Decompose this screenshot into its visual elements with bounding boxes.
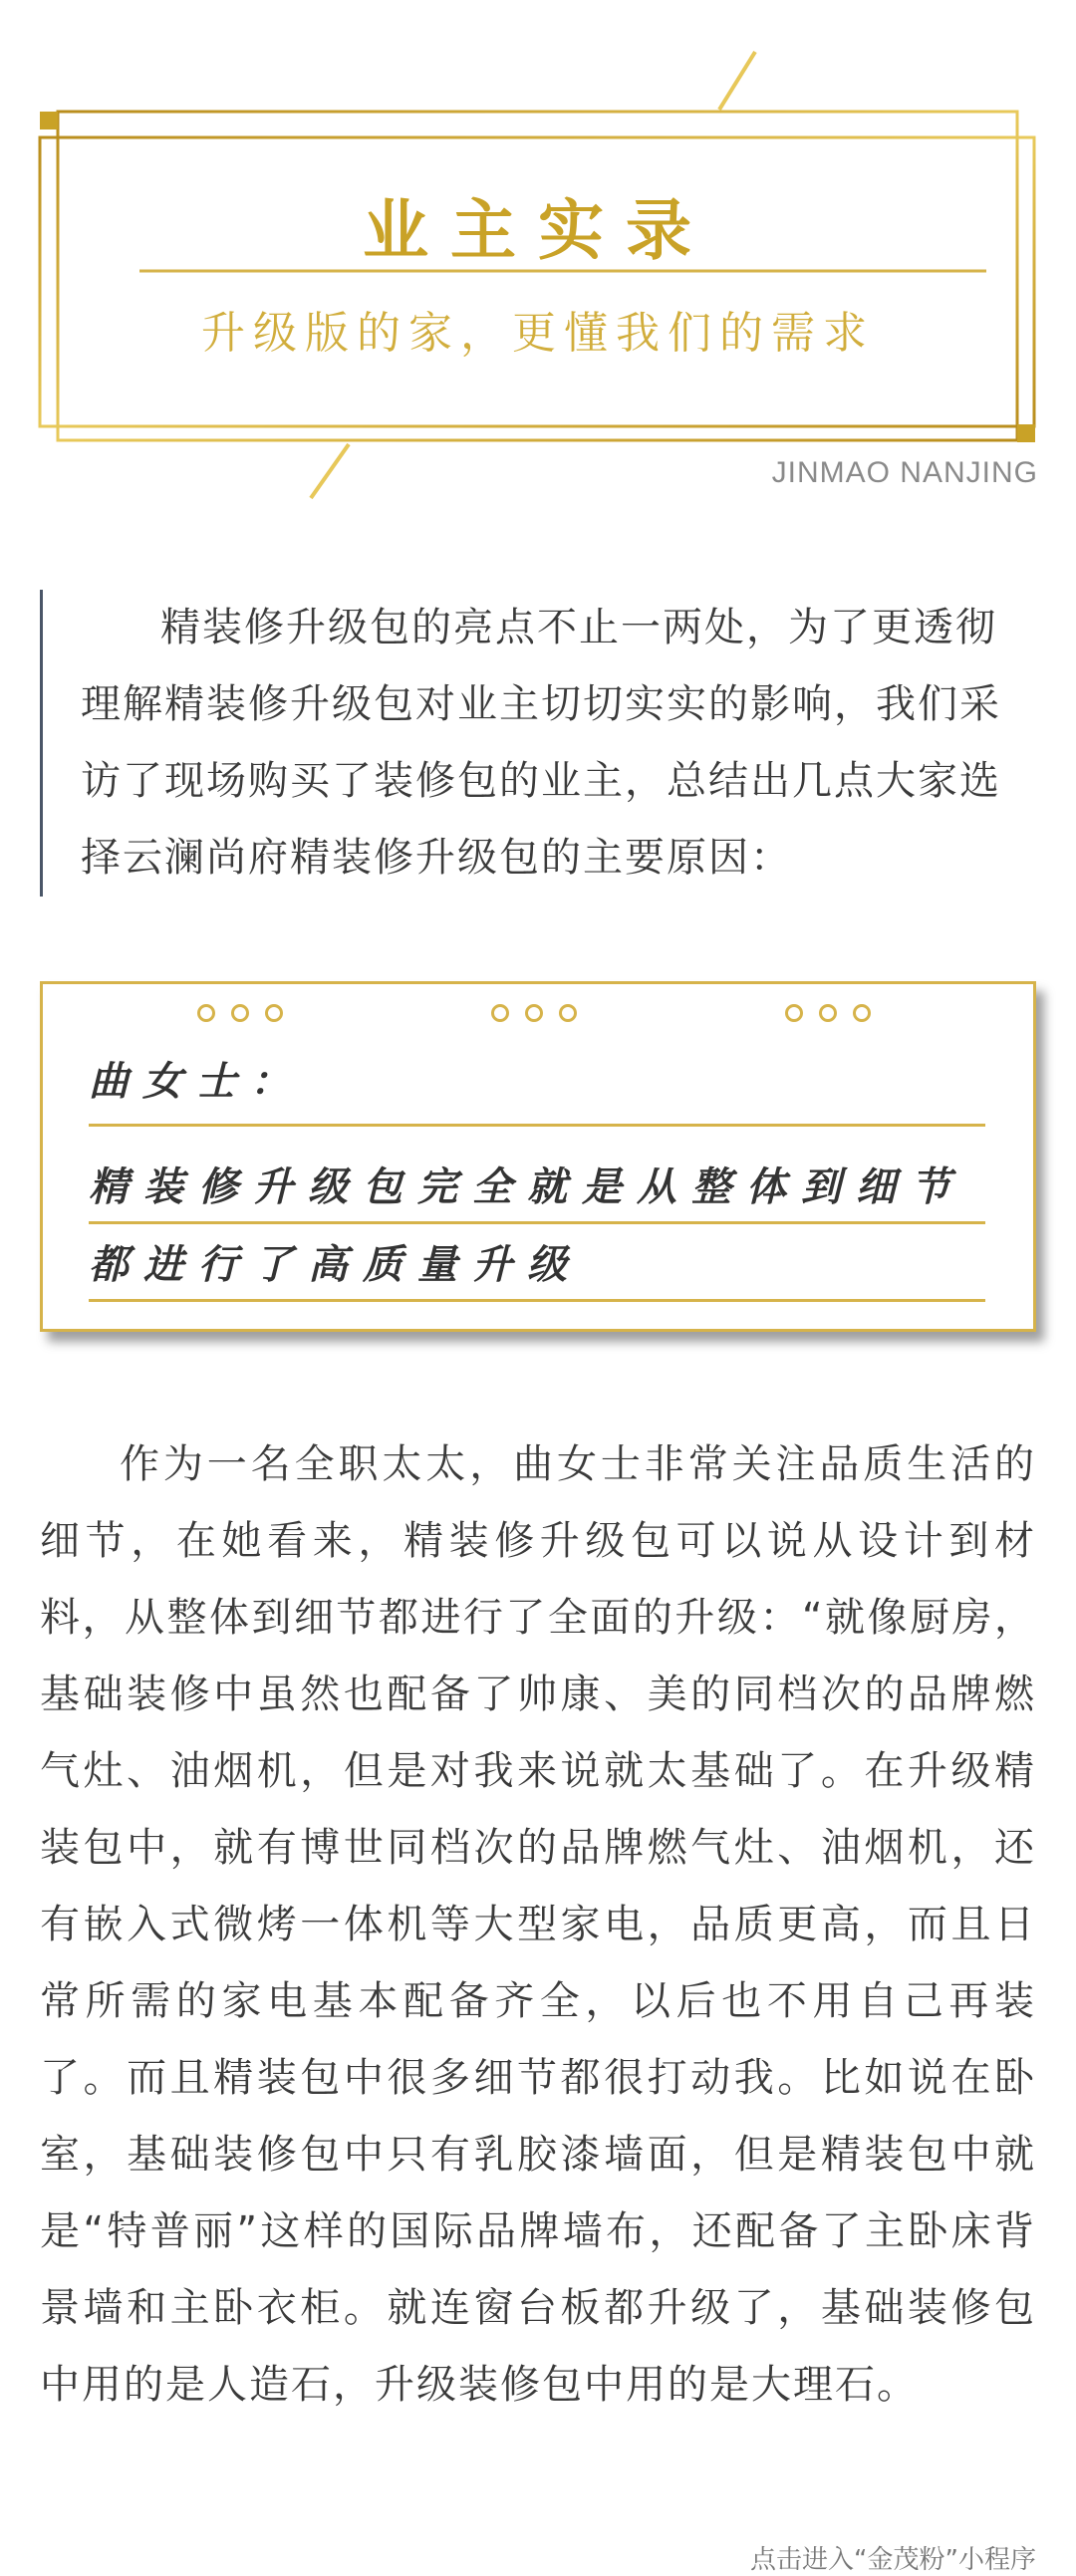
body-section: [40, 1426, 1036, 2424]
brand-label: JINMAO NANJING: [771, 456, 1038, 489]
mini-program-link[interactable]: 点击进入“金茂粉”小程序: [750, 2545, 1036, 2575]
binder-rings-right: [785, 1004, 871, 1028]
ring-icon: [559, 1004, 577, 1022]
intro-paragraph: 精装修升级包的亮点不止一两处，为了更透彻理解精装修升级包对业主切切实实的影响，我们采访了现场购买了装修包的业主，总结出几点大家选择云澜尚府精装修升级包的主要原因：: [81, 605, 1001, 881]
card-divider: [89, 1221, 985, 1224]
body-paragraph: 作为一名全职太太，曲女士非常关注品质生活的细节，在她看来，精装修升级包可以说从设计到材料，从整体到细节都进行了全面的升级：“就像厨房，基础装修中虽然也配备了帅康、美的同档次的品牌燃气灶、油烟机，但是对我来说就太基础了。在升级精装包中，就有博世同档次的品牌燃气灶、油烟机，还有嵌入式微烤一体机等大型家电，品质更高，而且日常所需的家电基本配备齐全，以后也不用自己再装了。而且精装包中很多细节都很打动我。比如说在卧室，基础装修包中只有乳胶漆墙面，但是精装包中就是“特普丽”这样的国际品牌墙布，还配备了主卧床背景墙和主卧衣柜。就连窗台板都升级了，基础装修包中用的是人造石，升级装修包中用的是大理石。: [40, 1441, 1036, 2408]
page-subtitle: 升级版的家，更懂我们的需求: [201, 308, 875, 359]
ring-icon: [785, 1004, 803, 1022]
ring-icon: [265, 1004, 283, 1022]
ring-icon: [853, 1004, 871, 1022]
quote-speaker: 曲女士：: [89, 1058, 304, 1105]
quote-line-2: 都进行了高质量升级: [89, 1241, 582, 1288]
binder-rings-left: [197, 1004, 283, 1028]
ring-icon: [491, 1004, 509, 1022]
header-banner: [0, 0, 1076, 518]
card-divider: [89, 1124, 985, 1127]
quote-card: [40, 981, 1036, 1332]
ring-icon: [231, 1004, 249, 1022]
ring-icon: [197, 1004, 215, 1022]
page-title: 业主实录: [363, 191, 713, 269]
ring-icon: [525, 1004, 543, 1022]
binder-rings-center: [491, 1004, 577, 1028]
quote-line-1: 精装修升级包完全就是从整体到细节: [89, 1163, 965, 1210]
intro-section: [40, 590, 1036, 897]
card-divider: [89, 1299, 985, 1302]
ring-icon: [819, 1004, 837, 1022]
